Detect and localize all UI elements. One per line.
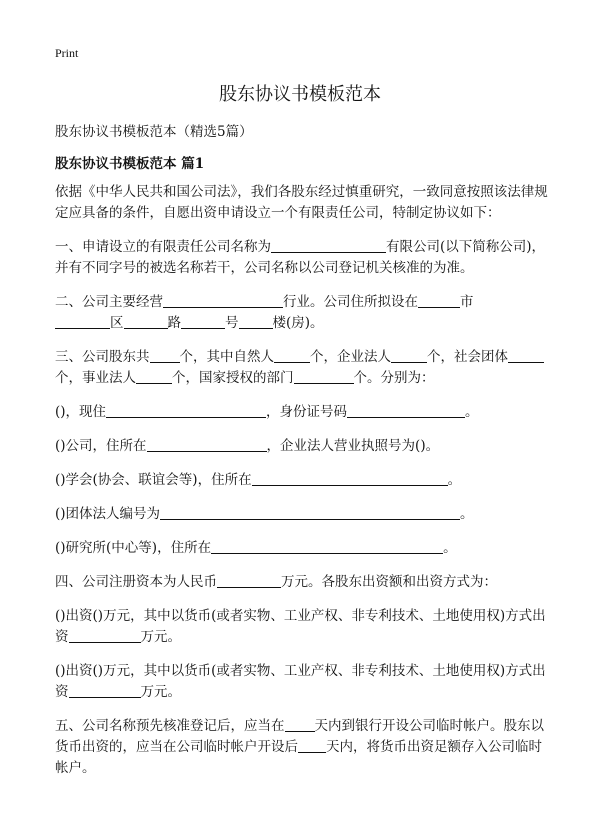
text: 。 (443, 540, 457, 556)
paragraph-contribution-2 (55, 661, 555, 703)
text: ，身份证号码 (266, 404, 348, 420)
text: 个，社会团体 (427, 349, 508, 365)
paragraph-capital (55, 572, 555, 593)
text: 二、公司主要经营 (55, 294, 163, 310)
days-blank (285, 717, 315, 732)
paragraph-shareholders (55, 347, 555, 389)
paragraph-society (55, 470, 555, 491)
text: 路 (167, 315, 181, 331)
group-number-blank (160, 505, 460, 520)
text: 。 (465, 404, 479, 420)
state-department-blank (294, 369, 354, 384)
text: 。 (447, 472, 462, 488)
text: 五、公司名称预先核准登记后，应当在 (55, 718, 285, 734)
text: 个，其中自然人 (179, 349, 274, 365)
contribution-blank (69, 628, 141, 643)
paragraph-company (55, 436, 555, 457)
paragraph-bank-account (55, 716, 555, 779)
contribution-blank (69, 683, 141, 698)
print-link[interactable]: Print (55, 46, 79, 60)
text: 号 (225, 315, 239, 331)
enterprise-blank (391, 348, 427, 363)
capital-blank (217, 573, 281, 588)
paragraph-business (55, 292, 555, 334)
text: ()公司，住所在 (55, 438, 147, 454)
road-blank (181, 314, 225, 329)
paragraph-group (55, 504, 555, 525)
text: 依据《中华人民共和国公司法》，我们各股东经过慎重研究，一致同意按照该法律规定应具备的条件，自愿出资申请设立一个有限责任公司，特制定协议如下： (55, 184, 548, 221)
text: 万元。 (140, 629, 181, 645)
district-pre-blank (55, 314, 110, 329)
text: 个，企业法人 (310, 349, 391, 365)
text: 有限公司(以下简称公司)，并有不同字号的被选名称若干，公司名称以公司登记机关核准的为准。 (55, 239, 546, 276)
residence-blank (106, 403, 266, 418)
document-title: 股东协议书模板范本 (219, 84, 381, 105)
paragraph-institute (55, 538, 555, 559)
society-address-blank (252, 471, 448, 486)
company-name-blank (271, 238, 386, 253)
text: 个。分别为： (353, 370, 435, 386)
text: 个，国家授权的部门 (172, 370, 294, 386)
paragraph-intro (55, 182, 555, 224)
deposit-days-blank (298, 738, 326, 753)
public-institution-blank (136, 369, 172, 384)
natural-person-blank (274, 348, 310, 363)
document-subtitle: 股东协议书模板范本（精选5篇） (55, 124, 253, 140)
text: 楼(房)。 (272, 315, 324, 331)
text: 区 (110, 315, 124, 331)
text: 三、公司股东共 (55, 349, 150, 365)
paragraph-company-name (55, 237, 555, 279)
id-number-blank (347, 403, 465, 418)
text: 天内，将货币出资足额存入公司临时帐户。 (55, 739, 542, 776)
text: 个，事业法人 (55, 370, 136, 386)
text: 万元。各股东出资额和出资方式为： (281, 574, 497, 590)
district-blank (124, 314, 168, 329)
text: ()团体法人编号为 (55, 506, 161, 522)
text: 行业。公司住所拟设在 (283, 294, 418, 310)
text: ()学会(协会、联谊会等)，住所在 (55, 472, 252, 488)
paragraph-contribution-1 (55, 606, 555, 648)
text: 一、申请设立的有限责任公司名称为 (55, 239, 271, 255)
text: ，企业法人营业执照号为()。 (266, 438, 440, 454)
number-blank (239, 314, 273, 329)
text: 天内到银行开设公司临时帐户。股东以货币出资的，应当在公司临时帐户开设后 (55, 718, 544, 755)
business-blank (163, 293, 283, 308)
document-body (55, 182, 555, 792)
text: ()出资()万元，其中以货币(或者实物、工业产权、非专利技术、土地使用权)方式出资 (55, 608, 546, 645)
company-address-blank (147, 437, 267, 452)
text: 市 (460, 294, 474, 310)
section-heading: 股东协议书模板范本 篇1 (55, 156, 205, 172)
text: ()研究所(中心等)，住所在 (55, 540, 212, 556)
social-group-blank (508, 348, 544, 363)
text: 万元。 (140, 684, 181, 700)
paragraph-person (55, 402, 555, 423)
institute-address-blank (211, 539, 443, 554)
text: ()，现住 (55, 404, 107, 420)
total-blank (150, 348, 180, 363)
text: ()出资()万元，其中以货币(或者实物、工业产权、非专利技术、土地使用权)方式出资 (55, 663, 546, 700)
city-blank (418, 293, 460, 308)
text: 。 (460, 506, 474, 522)
text: 四、公司注册资本为人民币 (55, 574, 217, 590)
